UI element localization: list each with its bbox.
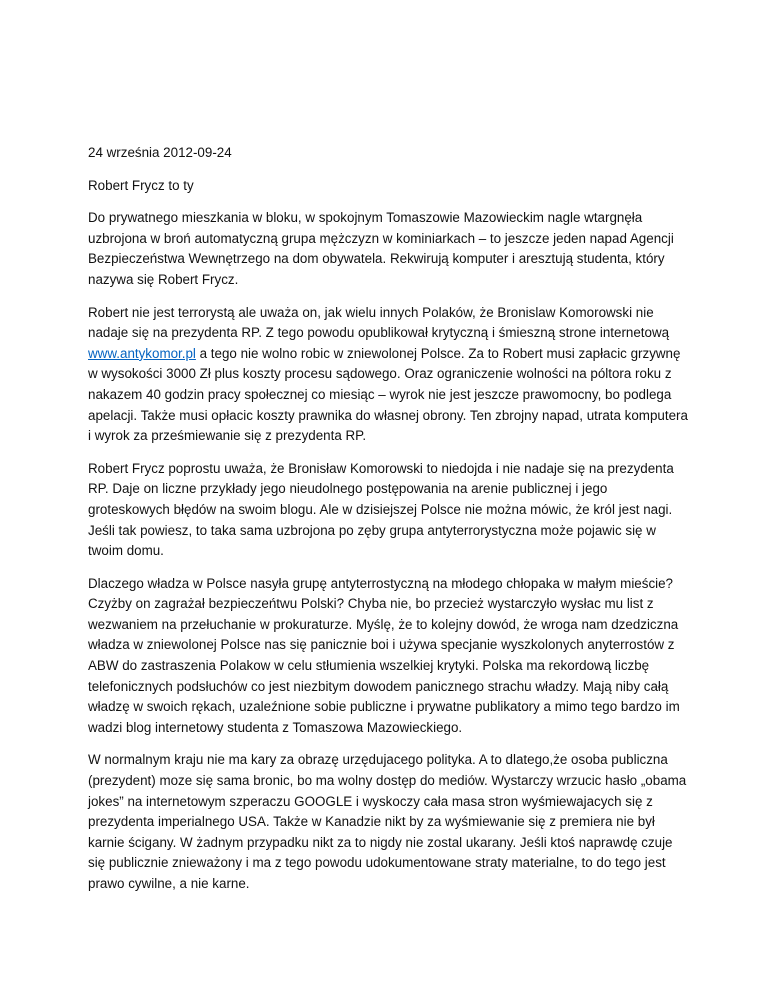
date-line: 24 września 2012-09-24	[88, 145, 232, 160]
paragraph-1: Do prywatnego mieszkania w bloku, w spokojnym Tomaszowie Mazowieckim nagle wtargnęła uzbrojona w broń automatyczną grupa mężczyzn w kominiarkach – to jeszcze jeden napad Agencji Bezpieczeństwa Wewnętrzego na dom obywatela. Rekwirują komputer i aresztują studenta, który nazywa się Robert Frycz.	[88, 210, 674, 287]
paragraph-2-text-before-link: Robert nie jest terrorystą ale uważa on, jak wielu innych Polaków, że Bronislaw Komorowski nie nadaje się na prezydenta RP. Z tego powodu opublikował krytyczną i śmieszną strone internetową	[88, 304, 670, 341]
paragraph-4: Dlaczego władza w Polsce nasyła grupę antyterrostyczną na młodego chłopaka w małym mieście? Czyżby on zagrażał bezpieczeńtwu Polski? Chyba nie, bo przecież wystarczyło wysłac mu list z wezwaniem na przełuchanie w prokuraturze. Myślę, że to kolejny dowód, że wroga nam dzedziczna władza w zniewolonej Polsce nas się panicznie boi i używa specjanie wyszkolonych anyterrostów z ABW do zastraszenia Polakow w celu stłumienia wszelkiej krytyki. Polska ma rekordową liczbę telefonicznych podsłuchów co jest niezbitym dowodem panicznego strachu władzy. Mają niby całą władzę w swoich rękach, uzaleźnione sobie publiczne i prywatne publikatory a mimo tego bardzo im wadzi blog internetowy studenta z Tomaszowa Mazowieckiego.	[88, 575, 680, 735]
paragraph-2-text-after-link: a tego nie wolno robic w zniewolonej Polsce. Za to Robert musi zapłacic grzywnę w wysokości 3000 Zł plus koszty procesu sądowego. Oraz ograniczenie wolności na póltora roku z nakazem 40 godzin pracy społecznej co miesiąc – wyrok nie jest jeszcze prawomocny, bo podlega apelacji. Także musi opłacic koszty prawnika do własnej obrony. Ten zbrojny napad, utrata komputera i wyrok za prześmiewanie się z prezydenta RP.	[88, 345, 688, 444]
paragraph-5: W normalnym kraju nie ma kary za obrazę urzędujacego polityka. A to dlatego,że osoba publiczna (prezydent) moze się sama bronic, bo ma wolny dostęp do mediów. Wystarczy wrzucic hasło „obama jokes” na internetowym szperaczu GOOGLE i wyskoczy cała masa stron wyśmiewajacych się z prezydenta imperialnego USA. Także w Kanadzie nikt by za wyśmiewanie się z premiera nie był karnie ścigany. W żadnym przypadku nikt za to nigdy nie zostal ukarany. Jeśli ktoś naprawdę czuje się publicznie znieważony i ma z tego powodu udokumentowane straty materialne, to do tego jest prawo cywilne, a nie karne.	[88, 752, 687, 891]
document-page	[88, 143, 688, 907]
document-title: Robert Frycz to ty	[88, 177, 194, 193]
antykomor-link[interactable]: www.antykomor.pl	[88, 345, 196, 361]
paragraph-3: Robert Frycz poprostu uważa, że Bronisław Komorowski to niedojda i nie nadaje się na prezydenta RP. Daje on liczne przykłady jego nieudolnego postępowania na arenie publicznej i jego groteskowych błędów na swoim blogu. Ale w dzisiejszej Polsce nie można mówic, że król jest nagi. Jeśli tak powiesz, to taka sama uzbrojona po zęby grupa antyterrorystyczna może pojawic się w twoim domu.	[88, 460, 674, 559]
paragraph-2	[88, 303, 688, 447]
